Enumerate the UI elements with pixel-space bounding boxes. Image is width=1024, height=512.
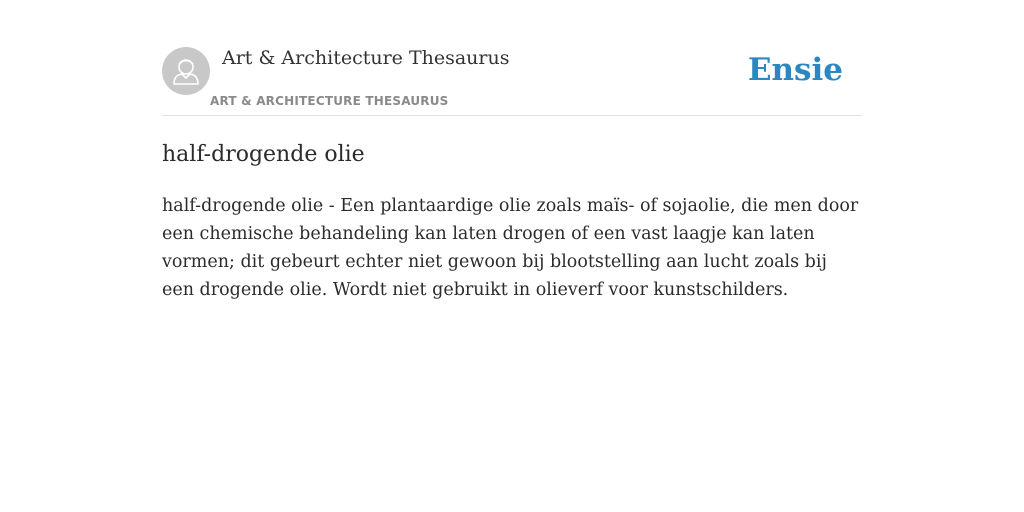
- entry-definition: half-drogende olie - Een plantaardige olie zoals maïs- of sojaolie, die men door een chemische behandeling kan laten drogen of een vast laagje kan laten vormen; dit gebeurt echter niet gewoon bij blootstelling aan lucht zoals bij een drogende olie. Wordt niet gebruikt in olieverf voor kunstschilders.: [162, 196, 859, 300]
- user-silhouette-icon: [162, 47, 210, 95]
- entry-header: [162, 0, 862, 116]
- source-title[interactable]: Art & Architecture Thesaurus: [222, 47, 510, 69]
- brand-logo[interactable]: Ensie: [747, 52, 843, 88]
- source-subtitle[interactable]: ART & ARCHITECTURE THESAURUS: [210, 94, 449, 108]
- entry-term: half-drogende olie: [162, 142, 365, 167]
- entry-card: [162, 0, 862, 304]
- avatar[interactable]: [162, 47, 210, 95]
